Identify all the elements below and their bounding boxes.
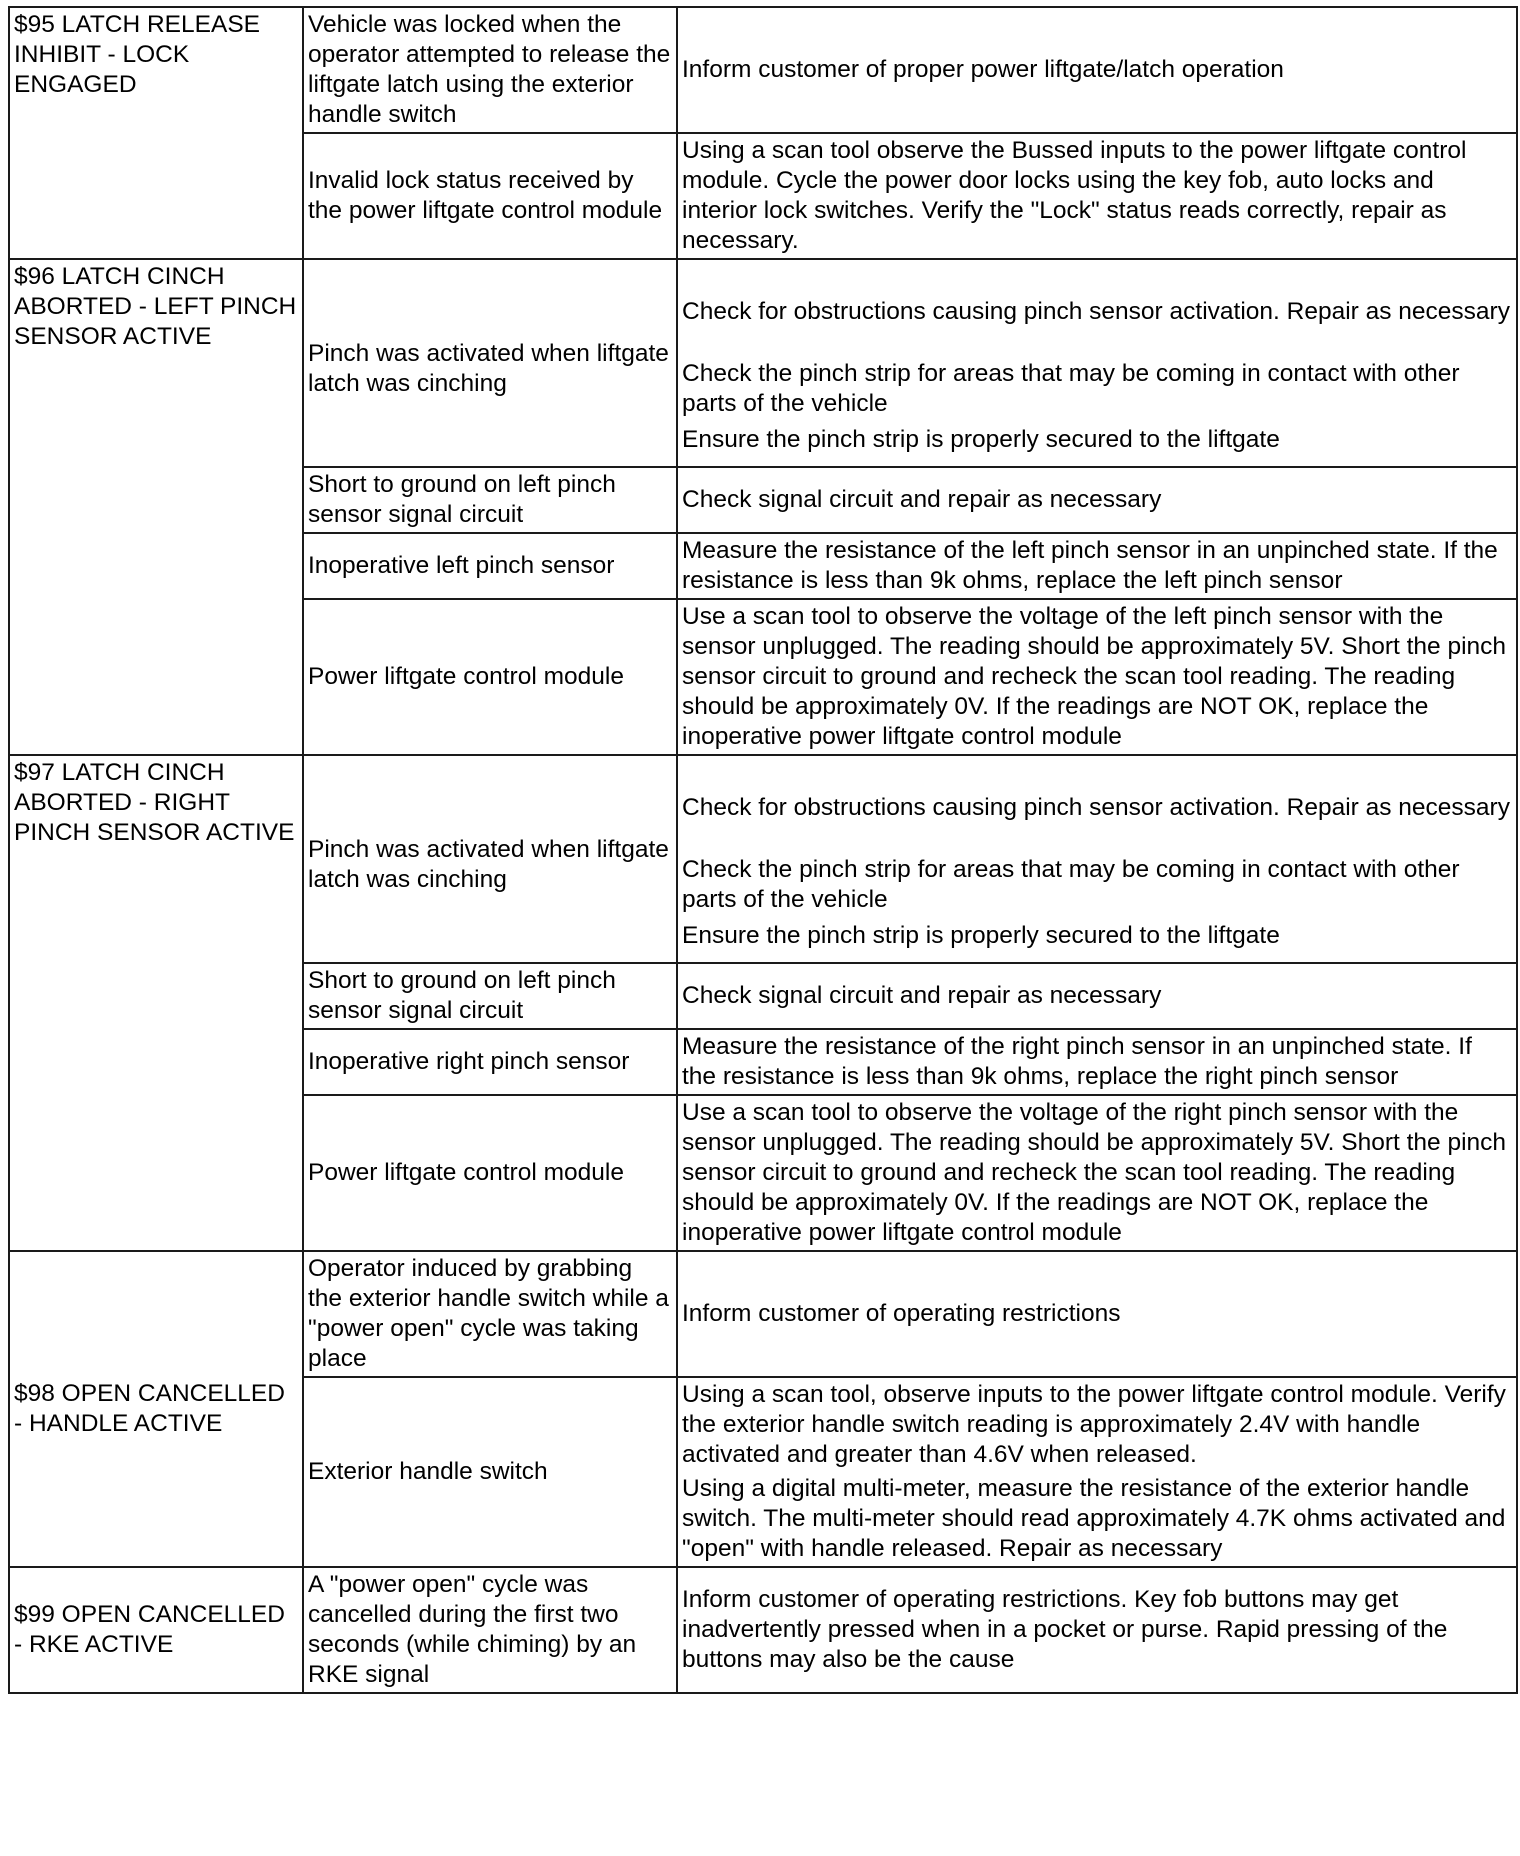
resolution-cell: Measure the resistance of the right pinch sensor in an unpinched state. If the resistance is less than 9k ohms, replace the right pinch sensor xyxy=(677,1029,1517,1095)
cause-cell: A "power open" cycle was cancelled during the first two seconds (while chiming) by an RKE signal xyxy=(303,1567,677,1693)
cause-cell: Pinch was activated when liftgate latch was cinching xyxy=(303,755,677,963)
table-row xyxy=(9,259,1517,467)
cause-cell: Operator induced by grabbing the exterior handle switch while a "power open" cycle was taking place xyxy=(303,1251,677,1377)
cause-cell: Pinch was activated when liftgate latch was cinching xyxy=(303,259,677,467)
table-row xyxy=(9,755,1517,963)
resolution-step: Check the pinch strip for areas that may be coming in contact with other parts of the vehicle xyxy=(682,856,1460,913)
resolution-step: Ensure the pinch strip is properly secured to the liftgate xyxy=(682,922,1280,949)
resolution-cell xyxy=(677,755,1517,963)
resolution-step: Check for obstructions causing pinch sensor activation. Repair as necessary xyxy=(682,298,1510,325)
resolution-cell: Using a scan tool observe the Bussed inputs to the power liftgate control module. Cycle the power door locks using the key fob, auto locks and interior lock switches. Verify the "Lock" status reads correctly, repair as necessary. xyxy=(677,133,1517,259)
resolution-cell: Check signal circuit and repair as necessary xyxy=(677,963,1517,1029)
resolution-step: Using a digital multi-meter, measure the resistance of the exterior handle switch. The multi-meter should read approximately 4.7K ohms activated and "open" with handle released. Repair as necessary xyxy=(682,1475,1506,1562)
resolution-cell: Use a scan tool to observe the voltage of the right pinch sensor with the sensor unplugged. The reading should be approximately 5V. Short the pinch sensor circuit to ground and recheck the scan tool reading. The reading should be approximately 0V. If the readings are NOT OK, replace the inoperative power liftgate control module xyxy=(677,1095,1517,1251)
dtc-code-cell: $95 LATCH RELEASE INHIBIT - LOCK ENGAGED xyxy=(9,7,303,259)
resolution-step: Using a scan tool, observe inputs to the power liftgate control module. Verify the exterior handle switch reading is approximately 2.4V with handle activated and greater than 4.6V when released. xyxy=(682,1381,1506,1468)
cause-cell: Inoperative left pinch sensor xyxy=(303,533,677,599)
dtc-code-cell: $96 LATCH CINCH ABORTED - LEFT PINCH SENSOR ACTIVE xyxy=(9,259,303,755)
cause-cell: Inoperative right pinch sensor xyxy=(303,1029,677,1095)
resolution-step: Check the pinch strip for areas that may be coming in contact with other parts of the vehicle xyxy=(682,360,1460,417)
resolution-cell: Check signal circuit and repair as necessary xyxy=(677,467,1517,533)
resolution-cell: Inform customer of proper power liftgate/latch operation xyxy=(677,7,1517,133)
resolution-cell xyxy=(677,1377,1517,1567)
table-row xyxy=(9,1251,1517,1377)
cause-cell: Power liftgate control module xyxy=(303,599,677,755)
table-row xyxy=(9,1567,1517,1693)
resolution-step: Ensure the pinch strip is properly secured to the liftgate xyxy=(682,426,1280,453)
table-row xyxy=(9,7,1517,133)
cause-cell: Vehicle was locked when the operator attempted to release the liftgate latch using the exterior handle switch xyxy=(303,7,677,133)
cause-cell: Power liftgate control module xyxy=(303,1095,677,1251)
cause-cell: Invalid lock status received by the power liftgate control module xyxy=(303,133,677,259)
resolution-step: Check for obstructions causing pinch sensor activation. Repair as necessary xyxy=(682,794,1510,821)
cause-cell: Short to ground on left pinch sensor signal circuit xyxy=(303,467,677,533)
resolution-cell: Use a scan tool to observe the voltage of the left pinch sensor with the sensor unplugged. The reading should be approximately 5V. Short the pinch sensor circuit to ground and recheck the scan tool reading. The reading should be approximately 0V. If the readings are NOT OK, replace the inoperative power liftgate control module xyxy=(677,599,1517,755)
dtc-code-cell: $98 OPEN CANCELLED - HANDLE ACTIVE xyxy=(9,1251,303,1567)
dtc-code-cell: $97 LATCH CINCH ABORTED - RIGHT PINCH SENSOR ACTIVE xyxy=(9,755,303,1251)
resolution-cell xyxy=(677,259,1517,467)
resolution-cell: Measure the resistance of the left pinch sensor in an unpinched state. If the resistance is less than 9k ohms, replace the left pinch sensor xyxy=(677,533,1517,599)
diagnostic-table xyxy=(8,6,1518,1694)
cause-cell: Short to ground on left pinch sensor signal circuit xyxy=(303,963,677,1029)
dtc-code-cell: $99 OPEN CANCELLED - RKE ACTIVE xyxy=(9,1567,303,1693)
resolution-cell: Inform customer of operating restrictions. Key fob buttons may get inadvertently pressed when in a pocket or purse. Rapid pressing of the buttons may also be the cause xyxy=(677,1567,1517,1693)
cause-cell: Exterior handle switch xyxy=(303,1377,677,1567)
resolution-cell: Inform customer of operating restrictions xyxy=(677,1251,1517,1377)
